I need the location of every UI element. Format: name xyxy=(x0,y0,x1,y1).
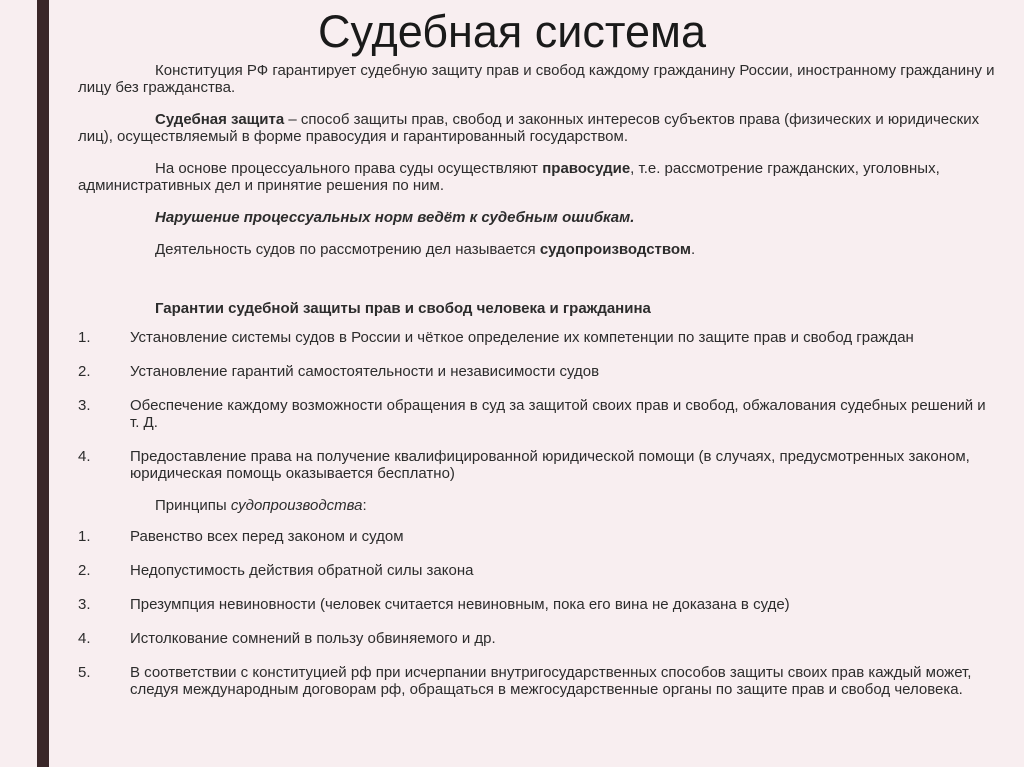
text-fragment: Принципы xyxy=(155,497,231,514)
list-number: 3. xyxy=(78,397,91,414)
definition-text: – способ защиты прав, свобод и законных интересов субъектов права (физических и юридических лиц), осуществляемый в форме правосудия и гарантированный государством. xyxy=(78,111,980,145)
page-title: Судебная система xyxy=(317,6,707,57)
guarantees-heading: Гарантии судебной защиты прав и свобод человека и гражданина xyxy=(155,300,651,317)
paragraph-errors: Нарушение процессуальных норм ведёт к судебным ошибкам. xyxy=(155,209,635,226)
principle-item xyxy=(78,562,998,579)
principle-item xyxy=(78,528,998,545)
paragraph-judicial-protection xyxy=(78,111,998,145)
paragraph-justice xyxy=(78,160,998,194)
list-number: 4. xyxy=(78,448,91,465)
guarantee-item xyxy=(78,329,998,346)
list-number: 1. xyxy=(78,528,91,545)
slide-content xyxy=(78,62,998,715)
list-number: 4. xyxy=(78,630,91,647)
text-fragment: Деятельность судов по рассмотрению дел называется xyxy=(155,241,540,258)
principles-list xyxy=(78,528,998,698)
term-proceedings: судопроизводством xyxy=(539,241,691,258)
list-item-text: Истолкование сомнений в пользу обвиняемого и др. xyxy=(130,630,496,647)
list-number: 1. xyxy=(78,329,91,346)
left-accent-bar xyxy=(37,0,49,767)
list-number: 2. xyxy=(78,562,91,579)
text-fragment: На основе процессуального права суды осуществляют xyxy=(155,160,543,177)
list-item-text: В соответствии с конституцией рф при исчерпании внутригосударственных способов защиты своих прав каждый может, следуя международным договорам рф, обращаться в межгосударственные органы по защите прав и свобод человека. xyxy=(130,664,972,698)
principle-item xyxy=(78,630,998,647)
guarantees-list xyxy=(78,329,998,482)
guarantee-item xyxy=(78,448,998,482)
principles-heading xyxy=(78,497,998,514)
list-number: 3. xyxy=(78,596,91,613)
text-fragment: . xyxy=(691,241,696,258)
term-judicial-protection: Судебная защита xyxy=(155,111,285,128)
term-proceedings-italic: судопроизводства xyxy=(230,497,363,514)
list-item-text: Установление системы судов в России и чёткое определение их компетенции по защите прав и свобод граждан xyxy=(130,329,914,346)
list-number: 5. xyxy=(78,664,91,681)
guarantee-item xyxy=(78,363,998,380)
term-justice: правосудие xyxy=(542,160,631,177)
list-item-text: Недопустимость действия обратной силы закона xyxy=(130,562,474,579)
list-number: 2. xyxy=(78,363,91,380)
principle-item xyxy=(78,596,998,613)
paragraph-proceedings xyxy=(78,241,998,258)
paragraph-constitution: Конституция РФ гарантирует судебную защиту прав и свобод каждому гражданину России, иностранному гражданину и лицу без гражданства. xyxy=(78,62,995,96)
list-item-text: Установление гарантий самостоятельности и независимости судов xyxy=(130,363,600,380)
list-item-text: Презумпция невиновности (человек считается невиновным, пока его вина не доказана в суде) xyxy=(130,596,790,613)
list-item-text: Предоставление права на получение квалифицированной юридической помощи (в случаях, предусмотренных законом, юридическая помощь оказывается бесплатно) xyxy=(130,448,970,482)
list-item-text: Обеспечение каждому возможности обращения в суд за защитой своих прав и свобод, обжалования судебных решений и т. Д. xyxy=(130,397,986,431)
text-fragment: : xyxy=(362,497,367,514)
guarantee-item xyxy=(78,397,998,431)
list-item-text: Равенство всех перед законом и судом xyxy=(130,528,404,545)
text-fragment: , т.е. рассмотрение гражданских, уголовных, административных дел и принятие решения по ним. xyxy=(78,160,940,194)
principle-item xyxy=(78,664,998,698)
